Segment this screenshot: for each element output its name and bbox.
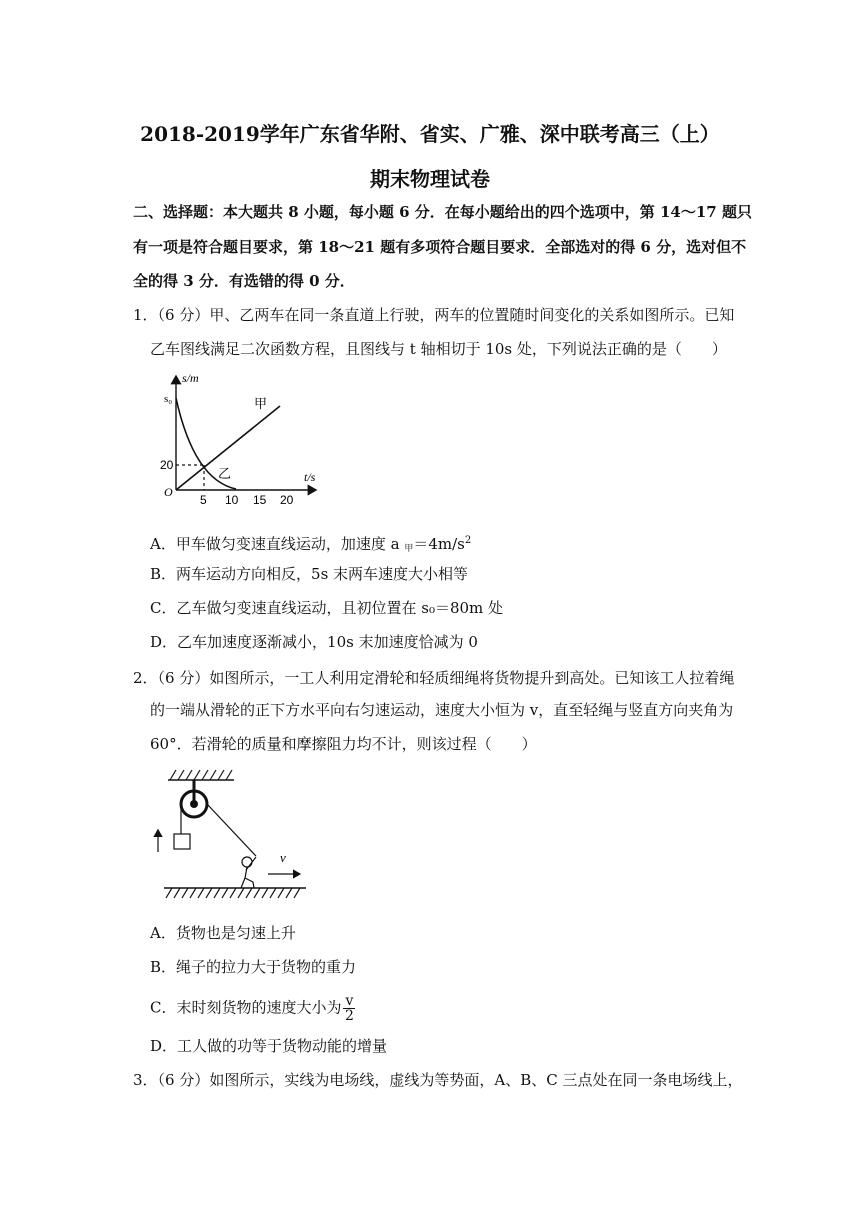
- q1-option-c: C．乙车做匀变速直线运动，且初位置在 s₀＝80m 处: [150, 599, 504, 617]
- q2-cargo-box: [174, 834, 190, 849]
- q2-pulley-diagram: [150, 764, 310, 904]
- q1-stem-line2: 乙车图线满足二次函数方程，且图线与 t 轴相切于 10s 处，下列说法正确的是（ ）: [150, 340, 727, 358]
- q1-s0-label: s₀: [164, 393, 173, 405]
- q2-option-a: A．货物也是匀速上升: [150, 924, 296, 942]
- q1-tick-5: 5: [200, 493, 207, 507]
- q2-ground: [164, 888, 306, 898]
- q2-fraction: $\frac{v}{2}$: [344, 993, 354, 1024]
- page-title-line2: 期末物理试卷: [370, 167, 490, 191]
- section-header-line3: 全的得 3 分．有选错的得 0 分．: [133, 272, 355, 290]
- q1-origin: O: [164, 485, 173, 499]
- q1-xlabel: t/s: [304, 470, 316, 484]
- q2-option-d: D．工人做的功等于货物动能的增量: [150, 1037, 388, 1055]
- page-title-line1: 2018-2019学年广东省华附、省实、广雅、深中联考高三（上）: [140, 122, 720, 146]
- q1-option-a: A．甲车做匀变速直线运动，加速度 a $_甲=4m/s^2$: [150, 535, 472, 554]
- q2-worker: [241, 857, 256, 888]
- q1-option-b: B．两车运动方向相反，5s 末两车速度大小相等: [150, 565, 469, 583]
- q1-label-jia: 甲: [254, 397, 268, 412]
- section-header-line2: 有一项是符合题目要求，第 18～21 题有多项符合题目要求．全部选对的得 6 分，选对但不: [133, 238, 747, 256]
- q1-ylabel: s/m: [182, 371, 199, 385]
- q1-tick-20x: 20: [280, 493, 294, 507]
- q2-stem-line2: 的一端从滑轮的正下方水平向右匀速运动，速度大小恒为 v，直至轻绳与竖直方向夹角为: [150, 701, 734, 719]
- q1-option-d: D．乙车加速度逐渐减小，10s 末加速度恰减为 0: [150, 633, 478, 651]
- q1-tick-10: 10: [225, 493, 239, 507]
- q1-tick-15: 15: [253, 493, 267, 507]
- q1-tick-20: 20: [160, 458, 174, 472]
- q1-stem-line1: 1．（6 分）甲、乙两车在同一条直道上行驶，两车的位置随时间变化的关系如图所示。已知: [133, 306, 735, 324]
- q2-ceiling: [168, 770, 234, 780]
- q2-option-b: B．绳子的拉力大于货物的重力: [150, 958, 357, 976]
- q2-stem-line3: 60°．若滑轮的质量和摩擦阻力均不计，则该过程（ ）: [150, 735, 537, 753]
- q3-stem-line1: 3．（6 分）如图所示，实线为电场线，虚线为等势面，A、B、C 三点处在同一条电场线上，: [133, 1071, 743, 1089]
- q2-option-c: C．末时刻货物的速度大小为 $\frac{v}{2}$: [150, 993, 354, 1024]
- q2-stem-line1: 2．（6 分）如图所示，一工人利用定滑轮和轻质细绳将货物提升到高处。已知该工人拉着绳: [133, 669, 735, 687]
- section-header-line1: 二、选择题：本大题共 8 小题，每小题 6 分．在每小题给出的四个选项中，第 14～17 题只: [133, 203, 752, 221]
- q1-position-time-graph: [160, 368, 326, 508]
- q1-label-yi: 乙: [218, 467, 232, 482]
- q2-rope-right: [207, 804, 256, 856]
- q2-velocity-label: v: [280, 850, 286, 865]
